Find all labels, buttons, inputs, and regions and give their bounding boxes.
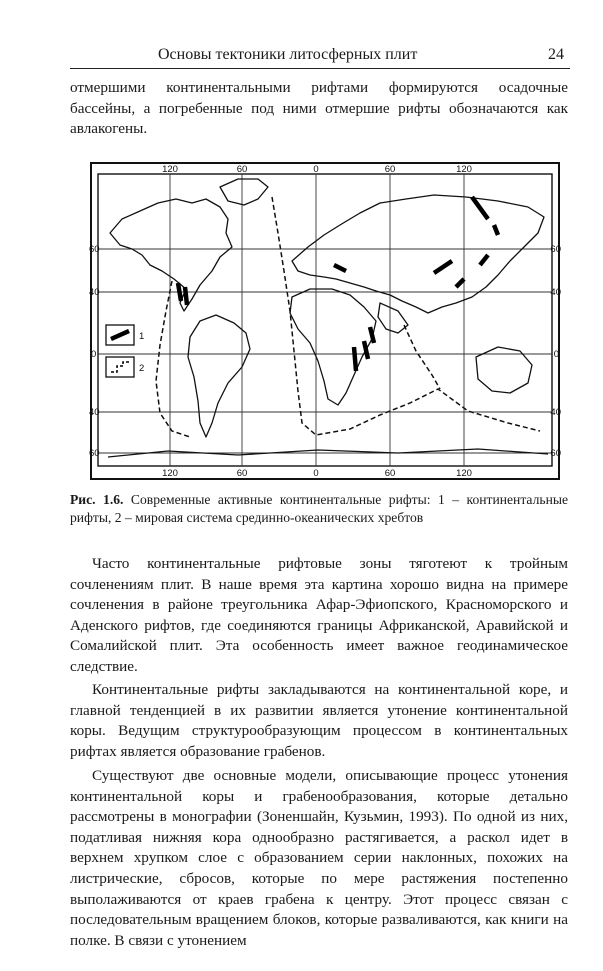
bottom-tick-label: 120 — [162, 468, 178, 479]
bottom-tick-label: 60 — [236, 468, 248, 479]
left-tick-label: 40 — [89, 407, 100, 418]
top-tick-label: 60 — [384, 164, 396, 175]
bottom-tick-label: 120 — [456, 468, 472, 479]
right-tick-label: 40 — [550, 407, 561, 418]
rift-world-map-figure — [88, 161, 562, 481]
caption-text: Современные активные континентальные рифты: 1 – континентальные рифты, 2 – мировая система срединно-океанических хребтов — [70, 492, 569, 525]
body-paragraph-1: Часто континентальные рифтовые зоны тяготеют к тройным сочленениям плит. В наше время эта картина хорошо видна на примере сочленения в районе треугольника Афар-Эфиопского, Красноморского и Аденского рифтов, где соединяются границы Африканской, Аравийской и Сомалийской плит. Эта особенность имеет важное геодинамическое следствие. — [70, 555, 568, 675]
legend-ridge-box — [106, 357, 134, 377]
top-tick-label: 0 — [313, 164, 319, 175]
map-frame — [91, 163, 559, 479]
right-tick-label: 0 — [553, 349, 559, 360]
left-tick-label: 0 — [91, 349, 97, 360]
world-map — [88, 161, 562, 481]
intro-paragraph: отмершими континентальными рифтами формируются осадочные бассейны, а погребенные под ними отмершие рифты обозначаются как авлакогены. — [70, 79, 568, 138]
caption-label: Рис. 1.6. — [70, 492, 124, 507]
bottom-tick-label: 60 — [384, 468, 396, 479]
right-tick-label: 40 — [550, 287, 561, 298]
top-tick-label: 60 — [236, 164, 248, 175]
running-header — [70, 46, 570, 69]
running-title: Основы тектоники литосферных плит — [158, 46, 418, 63]
left-tick-label: 60 — [89, 448, 100, 459]
right-tick-label: 60 — [550, 244, 561, 255]
left-tick-label: 40 — [89, 287, 100, 298]
figure-caption — [70, 491, 568, 527]
page-number: 24 — [548, 46, 564, 63]
body-paragraph-3: Существуют две основные модели, описывающие процесс утонения континентальной коры и грабенообразования, которые детально рассмотрены в монографии (Зоненшайн, Кузьмин, 1993). По одной из них, податливая нижняя кора однообразно растягивается, а раскол идет в верхнем хрупком слое с образованием серии наклонных, похожих на листрические, сбросов, которые по мере растяжения постепенно выполаживаются от краев грабена к центру. Этот процесс связан с последовательным вращением блоков, которые разваливаются, как книги на полке. В связи с утонением — [70, 767, 568, 949]
legend-rift-number: 1 — [139, 331, 145, 342]
top-tick-label: 120 — [162, 164, 178, 175]
left-tick-label: 60 — [89, 244, 100, 255]
body-paragraph-2: Континентальные рифты закладываются на континентальной коре, и главной тенденцией в их развитии является утонение континентальной коры. Ведущим структурообразующим процессом в континентальных рифтах является образование грабенов. — [70, 681, 568, 760]
top-tick-label: 120 — [456, 164, 472, 175]
legend-ridge-number: 2 — [139, 363, 145, 374]
right-tick-label: 60 — [550, 448, 561, 459]
bottom-tick-label: 0 — [313, 468, 319, 479]
